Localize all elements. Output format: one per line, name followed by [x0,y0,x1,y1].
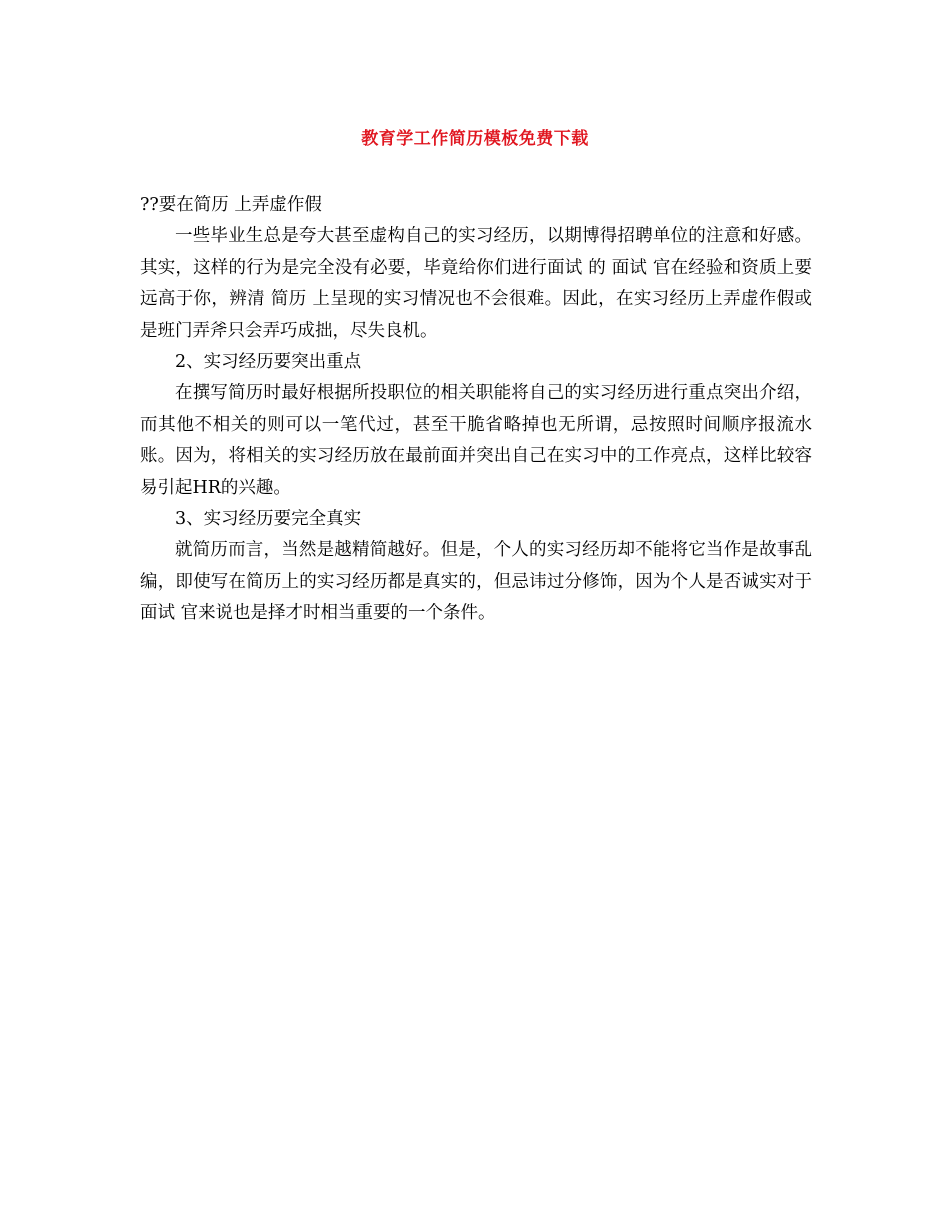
paragraph-2: 在撰写简历时最好根据所投职位的相关职能将自己的实习经历进行重点突出介绍，而其他不相关的则可以一笔代过，甚至干脆省略掉也无所谓，忌按照时间顺序报流水账。因为，将相关的实习经历放在最前面并突出自己在实习中的工作亮点，这样比较容易引起HR的兴趣。 [140,383,812,498]
document-body [140,190,812,630]
section-heading-3: 3、实习经历要完全真实 [175,509,362,530]
section-heading-2: 2、实习经历要突出重点 [175,352,362,373]
paragraph-3: 就简历而言，当然是越精简越好。但是，个人的实习经历却不能将它当作是故事乱编，即使写在简历上的实习经历都是真实的，但忌讳过分修饰，因为个人是否诚实对于 面试 官来说也是择才时相当重要的一个条件。 [140,540,812,624]
section-heading-1: ??要在简历 上弄虚作假 [140,195,322,215]
paragraph-1: 一些毕业生总是夸大甚至虚构自己的实习经历，以期博得招聘单位的注意和好感。其实，这样的行为是完全没有必要，毕竟给你们进行面试 的 面试 官在经验和资质上要远高于你，辨清 简历 上呈现的实习情况也不会很难。因此，在实习经历上弄虚作假或是班门弄斧只会弄巧成拙，尽失良机。 [140,226,812,341]
document-title: 教育学工作简历模板免费下载 [361,129,589,149]
